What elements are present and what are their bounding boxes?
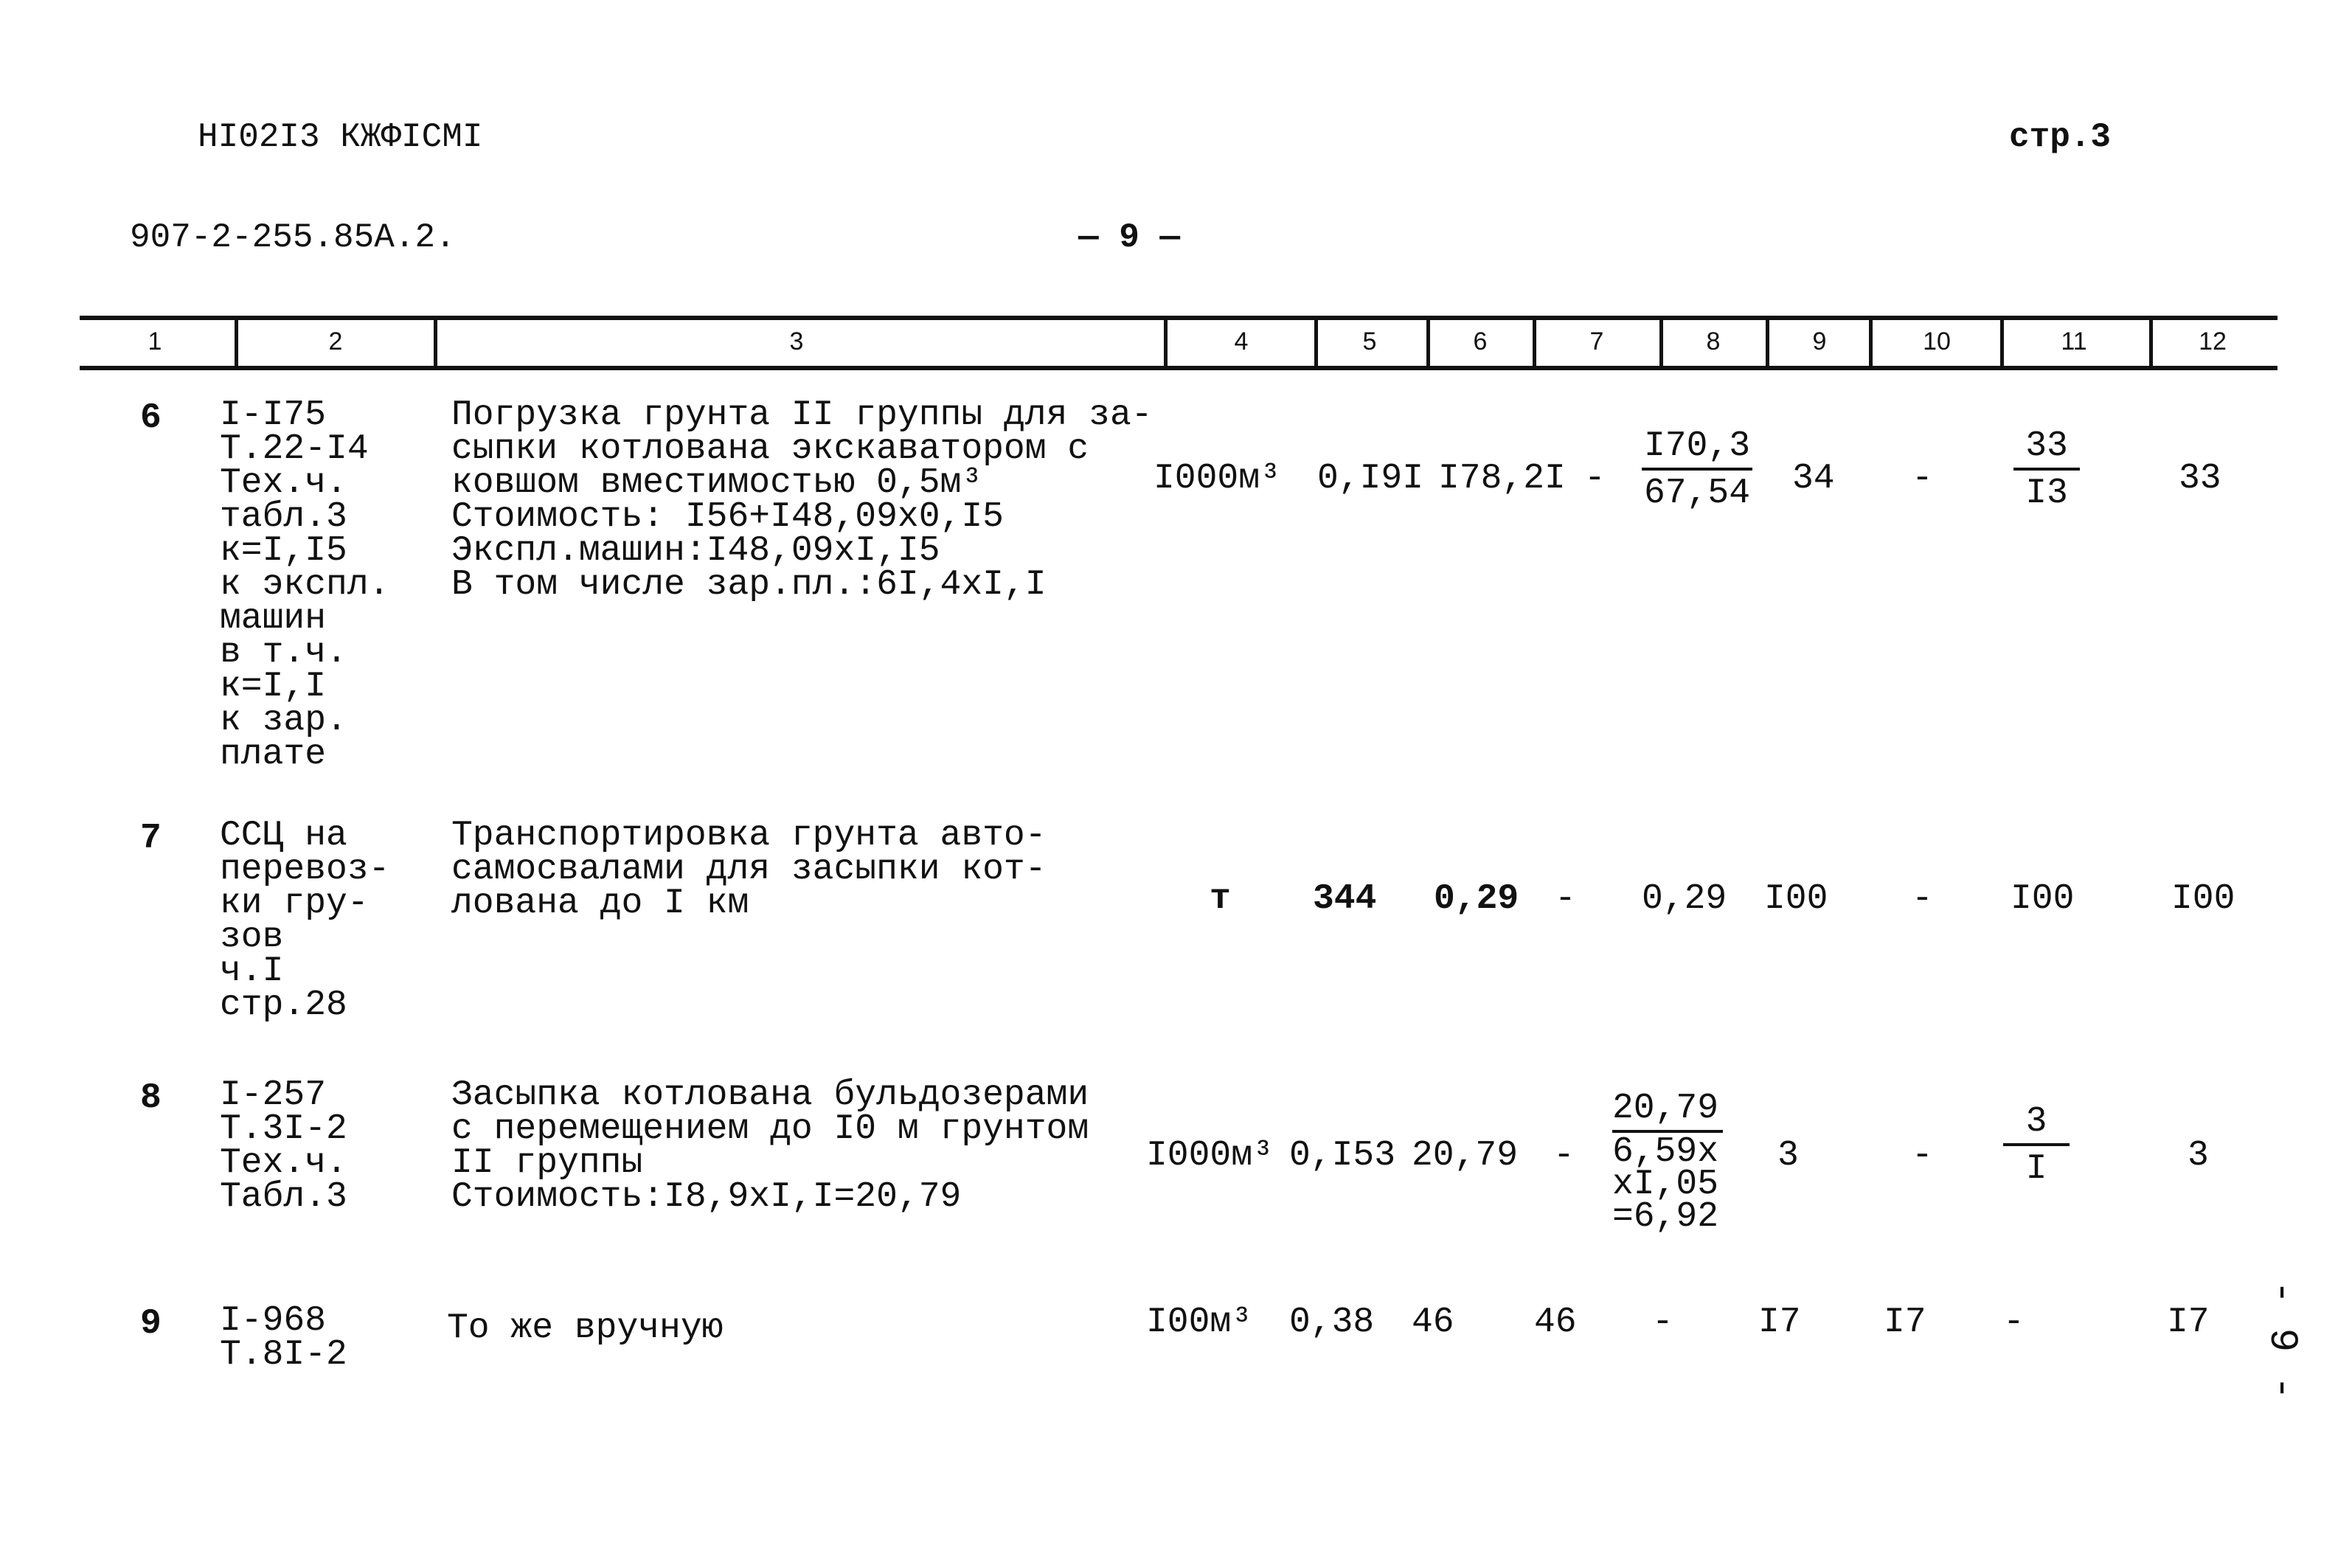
row-col7: 46 [1534, 1302, 1577, 1342]
column-header: 3 [789, 327, 804, 355]
col-divider [1766, 317, 1769, 370]
row-unit: I000м³ [1154, 459, 1281, 499]
side-page-mark: - 9 - [2259, 1280, 2304, 1401]
row-col7: - [1555, 879, 1576, 919]
row-col11: I00 [2011, 879, 2075, 919]
row-number: 8 [140, 1078, 162, 1118]
row-col7: - [1553, 1136, 1575, 1176]
col-divider [1533, 317, 1536, 370]
row-quantity: 0,38 [1289, 1302, 1375, 1342]
col-divider [235, 317, 238, 370]
row-reference: ССЦ на перевоз- ки гру- зов ч.I стр.28 [220, 816, 390, 1025]
col-divider [434, 317, 437, 370]
row-col6: 0,29 [1434, 879, 1519, 919]
column-header: 8 [1706, 327, 1721, 355]
row-col11-fraction [2003, 1102, 2070, 1189]
column-header: 10 [1923, 327, 1951, 355]
row-description: То же вручную [447, 1308, 724, 1348]
column-header: 11 [2061, 327, 2087, 355]
doc-code: HI02I3 КЖФICMI [198, 118, 483, 156]
row-col12: 33 [2179, 459, 2221, 499]
row-col12: I00 [2171, 879, 2235, 919]
fraction-denominator: I3 [2025, 473, 2068, 513]
row-quantity: 344 [1313, 879, 1377, 919]
row-reference: I-I75 T.22-I4 Тех.ч. табл.3 к=I,I5 к экспл. машин в т.ч. к=I,I к зар. плате [220, 395, 390, 774]
page-number: — 9 — [1078, 218, 1181, 257]
row-quantity: 0,I9I [1317, 459, 1424, 499]
row-col8-fraction [1642, 426, 1752, 513]
row-col10: - [1912, 459, 1933, 499]
col-divider [2149, 317, 2153, 370]
row-col8: 0,29 [1642, 879, 1727, 919]
row-number: 9 [140, 1304, 162, 1344]
column-header: 5 [1362, 327, 1377, 355]
column-header: 6 [1473, 327, 1488, 355]
col-divider [1659, 317, 1663, 370]
fraction-numerator: 33 [2013, 426, 2080, 471]
row-unit: т [1210, 879, 1231, 919]
row-col12: 3 [2188, 1136, 2209, 1176]
column-header: 1 [148, 327, 162, 355]
row-col10: I7 [1884, 1302, 1926, 1342]
row-unit: I000м³ [1146, 1136, 1274, 1176]
table-top-rule [80, 316, 2278, 320]
column-header: 9 [1812, 327, 1827, 355]
col-divider [1164, 317, 1168, 370]
row-col7: - [1584, 459, 1606, 499]
table-header-rule [80, 366, 2278, 370]
row-description: Транспортировка грунта авто- самосвалами для засыпки кот- лована до I км [451, 816, 1047, 923]
row-number: 6 [140, 398, 162, 438]
column-header: 7 [1589, 327, 1604, 355]
row-col10: - [1912, 1136, 1933, 1176]
row-col6: 20,79 [1412, 1136, 1519, 1176]
row-quantity: 0,I53 [1289, 1136, 1396, 1176]
row-reference: I-968 T.8I-2 [220, 1301, 347, 1375]
column-header: 4 [1234, 327, 1249, 355]
col-divider [1314, 317, 1318, 370]
row-col6: I78,2I [1438, 459, 1566, 499]
col-divider [1426, 317, 1430, 370]
column-header: 2 [328, 327, 343, 355]
fraction-denominator: I [2025, 1149, 2047, 1189]
row-description: Засыпка котлована бульдозерами с перемещением до I0 м грунтом II группы Стоимость:I8,9xI,I=20,79 [451, 1075, 1089, 1217]
fraction-numerator: 20,79 [1612, 1089, 1723, 1133]
row-reference: I-257 T.3I-2 Тех.ч. Табл.3 [220, 1075, 347, 1217]
row-col9: 3 [1777, 1136, 1799, 1176]
column-header: 12 [2199, 327, 2227, 355]
doc-number: 907-2-255.85A.2. [130, 218, 456, 257]
row-col9: I7 [1758, 1302, 1801, 1342]
row-col12: I7 [2167, 1302, 2210, 1342]
row-description: Погрузка грунта II группы для за- сыпки котлована экскаватором с ковшом вместимостью 0,5м³ Стоимость: I56+I48,09x0,I5 Экспл.машин:I48,09xI,I5 В том числе зар.пл.:6I,4xI,I [451, 395, 1153, 605]
row-col9: I00 [1764, 879, 1828, 919]
page-label: стр.3 [2009, 118, 2112, 156]
col-divider [2000, 317, 2004, 370]
row-col8-fraction [1612, 1089, 1723, 1237]
row-col9: 34 [1792, 459, 1835, 499]
fraction-numerator: 3 [2003, 1102, 2070, 1146]
col-divider [1869, 317, 1873, 370]
fraction-denominator: 67,54 [1643, 473, 1751, 513]
row-number: 7 [140, 819, 162, 858]
row-unit: I00м³ [1146, 1302, 1253, 1342]
row-col6: 46 [1412, 1302, 1454, 1342]
row-col11: - [2003, 1302, 2025, 1342]
row-col11-fraction [2013, 426, 2080, 513]
fraction-denominator: 6,59x xI,05 =6,92 [1612, 1132, 1719, 1237]
fraction-numerator: I70,3 [1642, 426, 1752, 471]
row-col10: - [1912, 879, 1933, 919]
row-col8: - [1652, 1302, 1673, 1342]
